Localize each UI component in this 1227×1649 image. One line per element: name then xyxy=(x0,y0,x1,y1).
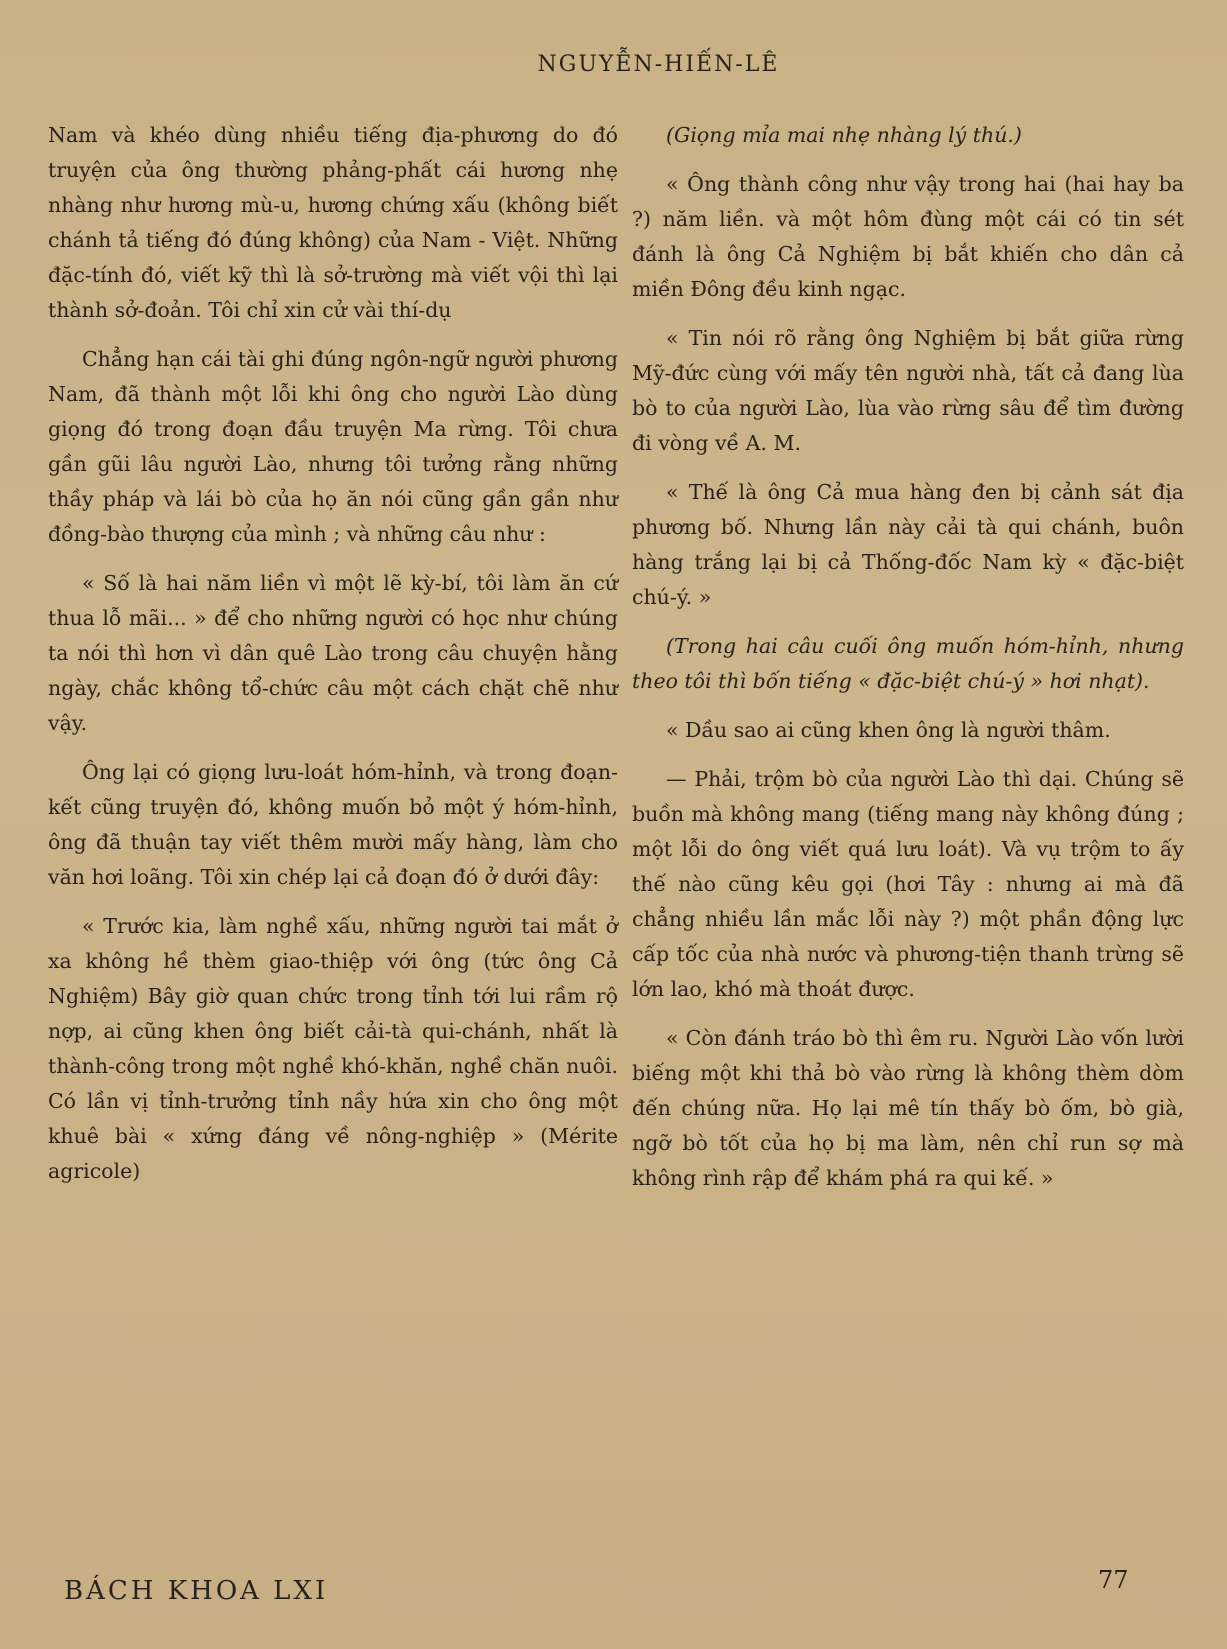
left-column xyxy=(48,118,618,1203)
paragraph: « Tin nói rõ rằng ông Nghiệm bị bắt giữa rừng Mỹ-đức cùng với mấy tên người nhà, tất cả đang lùa bò to của người Lào, lùa vào rừng sâu để tìm đường đi vòng về A. M. xyxy=(632,326,1184,455)
paragraph: « Trước kia, làm nghề xấu, những người tai mắt ở xa không hề thèm giao-thiệp với ông (tức ông Cả Nghiệm) Bây giờ quan chức trong tỉnh tới lui rầm rộ nợp, ai cũng khen ông biết cải-tà qui-chánh, nhất là thành-công trong một nghề khó-khăn, nghề chăn nuôi. Có lần vị tỉnh-trưởng tỉnh nầy hứa xin cho ông một khuê bài « xứng đáng về nông-nghiệp » (Mérite agricole) xyxy=(48,914,618,1183)
paragraph: « Còn đánh tráo bò thì êm ru. Người Lào vốn lười biếng một khi thả bò vào rừng là không thèm dòm đến chúng nữa. Họ lại mê tín thấy bò ốm, bò già, ngỡ bò tốt của họ bị ma làm, nên chỉ run sợ mà không rình rập để khám phá ra qui kế. » xyxy=(632,1026,1184,1190)
paragraph: « Thế là ông Cả mua hàng đen bị cảnh sát địa phương bố. Nhưng lần này cải tà qui chánh, buôn hàng trắng lại bị cả Thống-đốc Nam kỳ « đặc-biệt chú-ý. » xyxy=(632,480,1184,609)
paragraph: « Dầu sao ai cũng khen ông là người thâm. xyxy=(666,718,1111,742)
paragraph: « Số là hai năm liền vì một lẽ kỳ-bí, tôi làm ăn cứ thua lỗ mãi... » để cho những người có học như chúng ta nói thì hơn vì dân quê Lào trong câu chuyện hằng ngày, chắc không tổ-chức câu một cách chặt chẽ như vậy. xyxy=(48,571,618,735)
paragraph: Ông lại có giọng lưu-loát hóm-hỉnh, và trong đoạn-kết cũng truyện đó, không muốn bỏ một ý hóm-hỉnh, ông đã thuận tay viết thêm mười mấy hàng, làm cho văn hơi loãng. Tôi xin chép lại cả đoạn đó ở dưới đây: xyxy=(48,760,618,889)
running-header xyxy=(0,52,1227,77)
paragraph: (Trong hai câu cuối ông muốn hóm-hỉnh, nhưng theo tôi thì bốn tiếng « đặc-biệt chú-ý » hơi nhạt). xyxy=(632,634,1184,693)
page-number: 77 xyxy=(1098,1566,1129,1594)
right-column xyxy=(632,118,1184,1210)
paragraph: « Ông thành công như vậy trong hai (hai hay ba ?) năm liền. và một hôm đùng một cái có tin sét đánh là ông Cả Nghiệm bị bắt khiến cho dân cả miền Đông đều kinh ngạc. xyxy=(632,172,1184,301)
running-title: NGUYỄN-HIẾN-LÊ xyxy=(537,52,780,77)
paragraph: Chẳng hạn cái tài ghi đúng ngôn-ngữ người phương Nam, đã thành một lỗi khi ông cho người Lào dùng giọng đó trong đoạn đầu truyện Ma rừng. Tôi chưa gần gũi lâu người Lào, nhưng tôi tưởng rằng những thầy pháp và lái bò của họ ăn nói cũng gần gần như đồng-bào thượng của mình ; và những câu như : xyxy=(48,347,618,546)
paragraph: (Giọng mỉa mai nhẹ nhàng lý thú.) xyxy=(666,123,1022,147)
paragraph: — Phải, trộm bò của người Lào thì dại. Chúng sẽ buồn mà không mang (tiếng mang này không đúng ; một lỗi do ông viết quá lưu loát). Và vụ trộm to ấy thế nào cũng kêu gọi (hơi Tây : nhưng ai mà đã chẳng nhiều lần mắc lỗi này ?) một phần động lực cấp tốc của nhà nước và phương-tiện thanh trừng sẽ lớn lao, khó mà thoát được. xyxy=(632,767,1184,1001)
magazine-name: BÁCH KHOA LXI xyxy=(64,1576,329,1606)
paragraph: Nam và khéo dùng nhiều tiếng địa-phương do đó truyện của ông thường phảng-phất cái hương nhẹ nhàng như hương mù-u, hương chứng xấu (không biết chánh tả tiếng đó đúng không) của Nam - Việt. Những đặc-tính đó, viết kỹ thì là sở-trường mà viết vội thì lại thành sở-đoản. Tôi chỉ xin cử vài thí-dụ xyxy=(48,123,618,322)
